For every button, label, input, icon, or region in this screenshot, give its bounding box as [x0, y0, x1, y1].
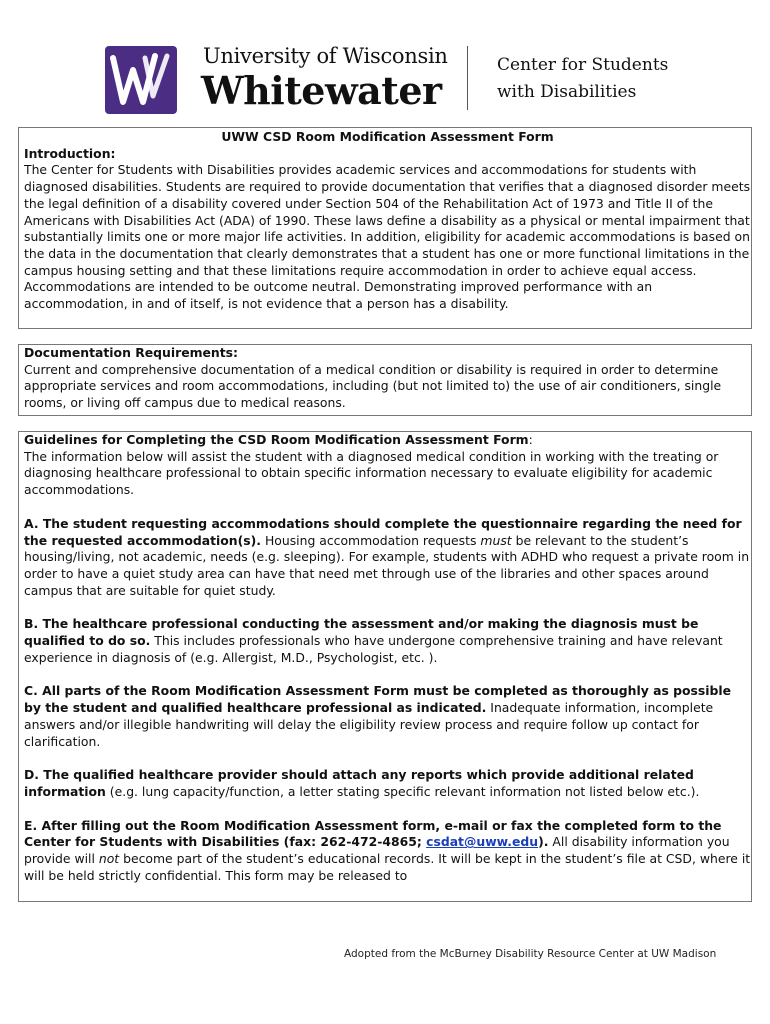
item-c-text: Inadequate information, incomplete answers and/or illegible handwriting will delay the eligibility review process and require follow up contact for clarification. — [24, 700, 714, 749]
item-a-text2: be relevant to the student’s housing/living, not academic, needs (e.g. sleeping). For example, students with ADHD who request a private room in order to have a quiet study area can have that need met through use of the libraries and other spaces around campus that are suitable for quiet study. — [24, 532, 750, 598]
footer-attribution: Adopted from the McBurney Disability Resource Center at UW Madison — [344, 948, 717, 960]
center-name-line2: with Disabilities — [497, 82, 637, 102]
item-e-heading: E. After filling out the Room Modification Assessment form, e-mail or fax the completed form to the Center for Students with Disabilities (fax: 262-472-4865; — [24, 817, 722, 850]
center-name — [497, 52, 668, 106]
csd-email-link[interactable]: csdat@uww.edu — [426, 834, 539, 850]
guideline-item-b — [24, 616, 751, 666]
guidelines-heading-colon: : — [528, 432, 533, 447]
guidelines-section — [18, 431, 752, 902]
item-c-heading: C. All parts of the Room Modification Assessment Form must be completed as thoroughly as possible by the student and qualified healthcare professional as indicated. — [24, 683, 732, 716]
item-e-text1: All disability information you provide will — [24, 834, 730, 867]
form-title: UWW CSD Room Modification Assessment Form — [221, 129, 554, 144]
item-d-heading: D. The qualified healthcare provider should attach any reports which provide additional related information — [24, 767, 694, 799]
guidelines-heading-line — [24, 432, 751, 449]
guideline-item-c — [24, 683, 751, 750]
documentation-heading: Documentation Requirements: — [24, 345, 238, 360]
guideline-item-a — [24, 516, 751, 600]
campus-name: Whitewater — [201, 68, 442, 113]
item-d-text: (e.g. lung capacity/function, a letter stating specific relevant information not listed below etc.). — [105, 783, 700, 799]
documentation-body: Current and comprehensive documentation of a medical condition or disability is required in order to determine appropriate services and room accommodations, including (but not limited to) the use of air conditioners, single rooms, or living off campus due to medical reasons. — [24, 361, 722, 411]
item-e-text2: become part of the student’s educational records. It will be kept in the student’s file at CSD, where it will be held strictly confidential. This form may be released to — [24, 851, 751, 883]
introduction-heading: Introduction: — [24, 145, 116, 161]
item-b-heading: B. The healthcare professional conducting the assessment and/or making the diagnosis must be qualified to do so. — [24, 616, 699, 649]
item-e-heading-end: ). — [538, 834, 549, 850]
item-a-heading: A. The student requesting accommodations should complete the questionnaire regarding the need for the requested accommodation(s). — [24, 515, 742, 548]
item-a-text1: Housing accommodation requests — [261, 532, 481, 548]
item-a-emphasis: must — [480, 532, 512, 548]
center-name-line1: Center for Students — [497, 55, 669, 75]
introduction-body: The Center for Students with Disabilities provides academic services and accommodations for students with diagnosed disabilities. Students are required to provide documentation that verifies that a diagnosed disorder meets the legal definition of a disability covered under Section 504 of the Rehabilitation Act of 1973 and Title II of the Americans with Disabilities Act (ADA) of 1990. These laws define a disability as a physical or mental impairment that substantially limits one or more major life activities. In addition, eligibility for academic accommodations is based on the data in the documentation that clearly demonstrates that a student has one or more functional limitations in the campus housing setting and that these limitations require accommodation in order to achieve equal access. Accommodations are intended to be outcome neutral. Demonstrating improved performance with an accommodation, in and of itself, is not evidence that a person has a disability. — [24, 162, 751, 312]
page-header — [105, 40, 725, 115]
header-divider — [467, 46, 468, 110]
guideline-item-e — [24, 818, 751, 885]
item-e-emphasis: not — [98, 851, 120, 867]
guideline-item-d — [24, 767, 751, 800]
guidelines-heading: Guidelines for Completing the CSD Room Modification Assessment Form — [24, 432, 529, 447]
uw-whitewater-logo — [105, 46, 177, 114]
university-name: University of Wisconsin — [203, 44, 448, 68]
introduction-section — [18, 127, 752, 329]
documentation-section — [18, 344, 752, 416]
item-b-text: This includes professionals who have undergone comprehensive training and have relevant experience in diagnosis of (e.g. Allergist, M.D., Psychologist, etc. ). — [24, 633, 723, 665]
guidelines-intro: The information below will assist the student with a diagnosed medical condition in working with the treating or diagnosing healthcare professional to obtain specific information necessary to evaluate eligibility for academic accommodations. — [24, 448, 719, 498]
